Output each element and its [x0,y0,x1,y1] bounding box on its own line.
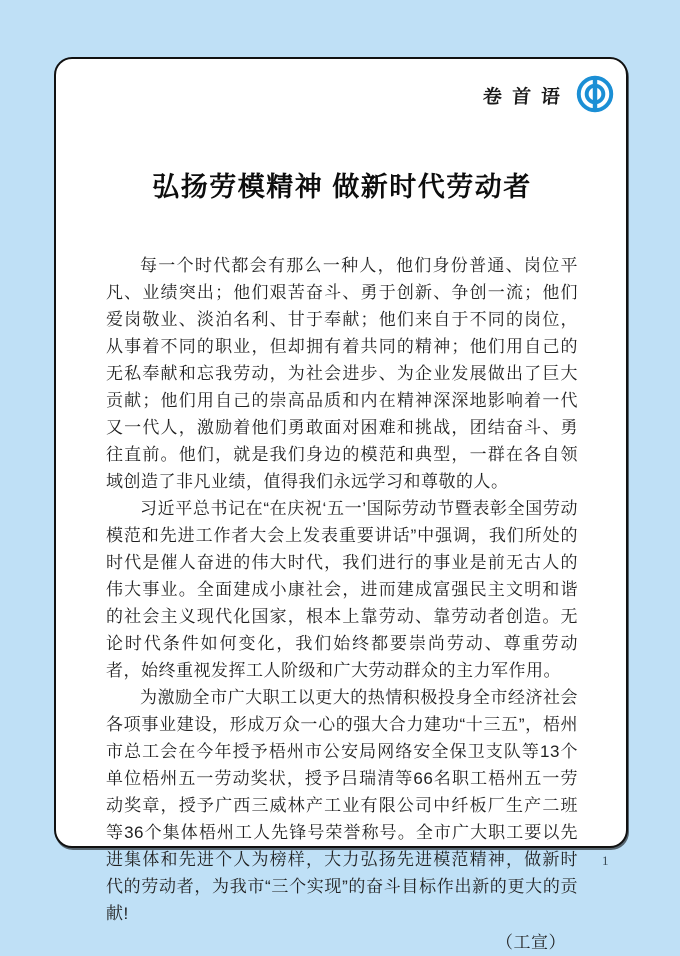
page-number: 1 [602,853,609,868]
article-title: 弘扬劳模精神 做新时代劳动者 [152,172,532,202]
section-label: 卷首语 [482,86,571,108]
content-frame [54,57,628,952]
body-paragraph-2: 习近平总书记在“在庆祝‘五一’国际劳动节暨表彰全国劳动模范和先进工作者大会上发表重要讲话”中强调，我们所处的时代是催人奋进的伟大时代，我们进行的事业是前无古人的伟大事业。全面建成小康社会，进而建成富强民主文明和谐的社会主义现代化国家，根本上靠劳动、靠劳动者创造。无论时代条件如何变化，我们始终都要崇尚劳动、尊重劳动者，始终重视发挥工人阶级和广大劳动群众的主力军作用。 [106,499,578,680]
acftu-union-logo-icon [576,75,614,113]
body-paragraph-3: 为激励全市广大职工以更大的热情积极投身全市经济社会各项事业建设，形成万众一心的强大合力建功“十三五”，梧州市总工会在今年授予梧州市公安局网络安全保卫支队等13个单位梧州五一劳动奖状，授予吕瑞清等66名职工梧州五一劳动奖章，授予广西三威林产工业有限公司中纤板厂生产二班等36个集体梧州工人先锋号荣誉称号。全市广大职工要以先进集体和先进个人为榜样，大力弘扬先进模范精神，做新时代的劳动者，为我市“三个实现”的奋斗目标作出新的更大的贡献! [106,688,578,923]
article-signature: （工宣） [496,933,566,952]
body-paragraph-1: 每一个时代都会有那么一种人，他们身份普通、岗位平凡、业绩突出；他们艰苦奋斗、勇于创新、争创一流；他们爱岗敬业、淡泊名利、甘于奉献；他们来自于不同的岗位，从事着不同的职业，但却拥有着共同的精神；他们用自己的无私奉献和忘我劳动，为社会进步、为企业发展做出了巨大贡献；他们用自己的崇高品质和内在精神深深地影响着一代又一代人，激励着他们勇敢面对困难和挑战，团结奋斗、勇往直前。他们，就是我们身边的模范和典型，一群在各自领域创造了非凡业绩，值得我们永远学习和尊敬的人。 [106,256,578,491]
page-header [106,75,614,113]
article-body [106,252,578,956]
